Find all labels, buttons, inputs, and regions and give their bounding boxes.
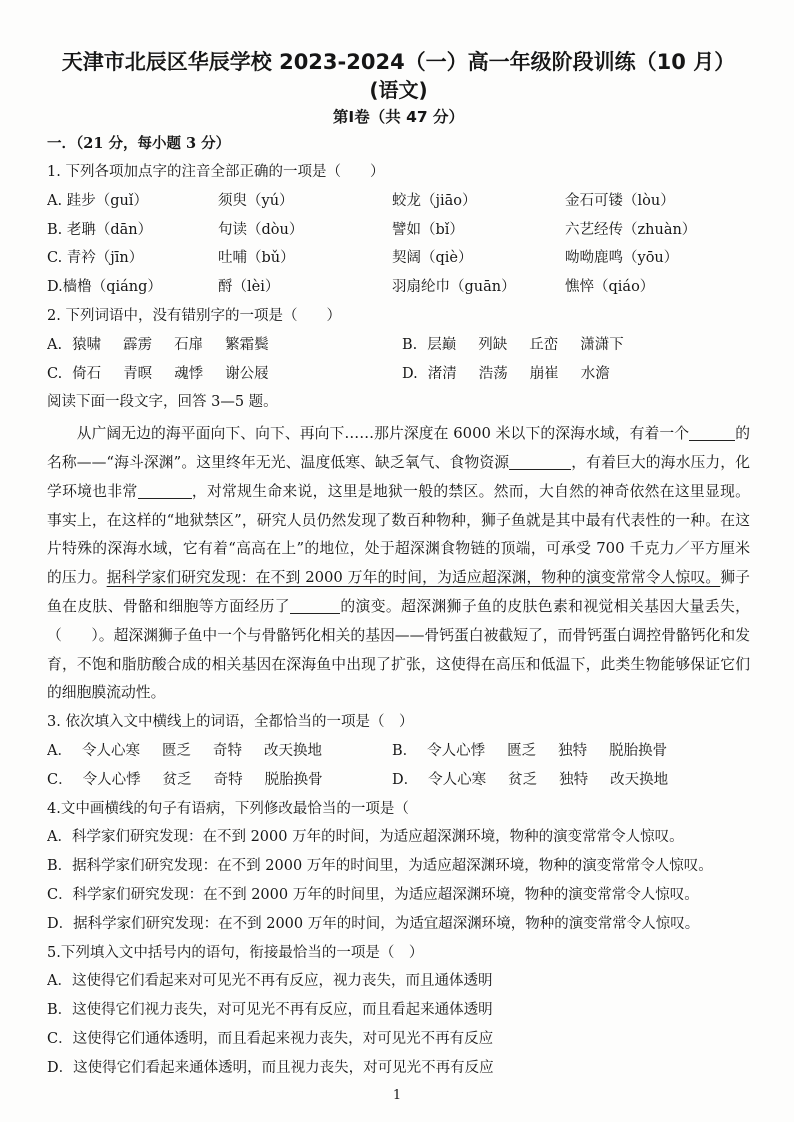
option-word: 魂悸 xyxy=(174,365,204,382)
option-word: 渚清 xyxy=(427,365,457,382)
q3-stem: 3. 依次填入文中横线上的词语，全都恰当的一项是（ ） xyxy=(47,714,414,731)
option-word: 脱胎换骨 xyxy=(609,742,668,759)
option-label: A. xyxy=(47,336,63,353)
fill-blank-3 xyxy=(138,483,192,499)
option-label: D． xyxy=(392,771,419,788)
passage-text: 狮子鱼在皮肤、骨骼和细胞等方面经历了 xyxy=(47,569,750,615)
fill-blank-1 xyxy=(689,426,735,442)
option-word: 浩荡 xyxy=(478,365,508,382)
q2-option-b xyxy=(402,331,750,360)
q5-option-c: C．这使得它们通体透明，而且看起来视力丧失，对可见光不再有反应 xyxy=(47,1030,494,1047)
option-word: 贫乏 xyxy=(508,771,538,788)
q1-option-a-item: 蛟龙（jiāo） xyxy=(392,192,477,209)
fill-blank-2 xyxy=(509,454,571,470)
underlined-sentence: 据科学家们研究发现：在不到 2000 万年的时间，为适应超深渊，物种的演变常常令人惊叹。 xyxy=(106,569,721,587)
option-label: C． xyxy=(47,771,73,788)
q1-option-c-item: 呦呦鹿鸣（yōu） xyxy=(565,250,679,267)
option-word: 猿啸 xyxy=(72,336,102,353)
option-word: 奇特 xyxy=(212,742,242,759)
passage-text: 的名称——“海斗深渊”。这里终年无光、温度低寒、缺乏氧气、食物资源 xyxy=(47,425,750,471)
q4-option-b: B．据科学家们研究发现：在不到 2000 万年的时间里，为适应超深渊环境，物种的演变常常令人惊叹。 xyxy=(47,858,713,875)
option-label: A． xyxy=(47,742,72,759)
option-word: 令人心悸 xyxy=(82,771,141,788)
q2-option-row-ab xyxy=(47,331,750,360)
q1-option-b-item: 六艺经传（zhuàn） xyxy=(565,221,697,238)
option-word: 令人心寒 xyxy=(81,742,140,759)
q2-option-d xyxy=(402,360,750,389)
option-word: 令人心悸 xyxy=(427,742,486,759)
q1-option-d-item: 憔悴（qiáo） xyxy=(565,279,655,296)
q5-option-d: D．这使得它们看起来通体透明，而且视力丧失，对可见光不再有反应 xyxy=(47,1059,494,1076)
q1-option-b-item: 譬如（bǐ） xyxy=(392,221,464,238)
q1-option-d xyxy=(47,273,750,302)
q1-option-a-item: A. 跬步（guǐ） xyxy=(47,192,148,209)
reading-instruction: 阅读下面一段文字，回答 3—5 题。 xyxy=(47,394,278,411)
exam-subject: (语文) xyxy=(369,78,428,102)
option-label: C. xyxy=(47,365,63,382)
option-label: B． xyxy=(392,742,418,759)
q1-option-d-item: 酹（lèi） xyxy=(218,279,280,296)
option-word: 繁霜鬓 xyxy=(225,336,269,353)
option-word: 改天换地 xyxy=(263,742,322,759)
q5-stem: 5.下列填入文中括号内的语句，衔接最恰当的一项是（ ） xyxy=(47,944,424,961)
q3-option-d xyxy=(392,766,750,795)
q2-option-c xyxy=(47,360,402,389)
passage-text: ，有着巨大的海水压力，化学环境也非常 xyxy=(47,453,750,500)
q4-option-d: D．据科学家们研究发现：在不到 2000 万年的时间，为适宜超深渊环境，物种的演变常常令人惊叹。 xyxy=(47,915,700,932)
q1-stem: 1. 下列各项加点字的注音全部正确的一项是（ ） xyxy=(47,164,385,180)
exam-volume: 第Ⅰ卷（共 47 分） xyxy=(332,108,465,126)
fill-blank-4 xyxy=(290,598,340,614)
option-word: 潇潇下 xyxy=(580,336,624,353)
q1-option-b xyxy=(47,216,750,245)
option-word: 贫乏 xyxy=(162,771,192,788)
q1-option-c-item: C. 青衿（jīn） xyxy=(47,250,144,267)
q1-option-a xyxy=(47,187,750,216)
q2-option-row-cd xyxy=(47,360,750,389)
option-word: 霹雳 xyxy=(123,336,153,353)
option-word: 独特 xyxy=(559,771,589,788)
q1-option-a-item: 须臾（yú） xyxy=(218,192,294,209)
q1-option-b-item: B. 老聃（dān） xyxy=(47,221,153,238)
option-word: 独特 xyxy=(558,742,588,759)
q3-option-c xyxy=(47,766,392,795)
option-word: 石扉 xyxy=(174,336,204,353)
q5-option-a: A．这使得它们看起来对可见光不再有反应，视力丧失，而且通体透明 xyxy=(47,973,493,990)
q1-option-c-item: 契阔（qiè） xyxy=(392,250,473,267)
q1-option-d-item: 羽扇纶巾（guān） xyxy=(392,279,516,296)
q3-option-row-ab xyxy=(47,737,750,766)
option-word: 谢公屐 xyxy=(225,365,269,382)
q1-option-c-item: 吐哺（bǔ） xyxy=(218,250,295,267)
option-word: 丘峦 xyxy=(529,336,559,353)
option-word: 令人心寒 xyxy=(428,771,487,788)
option-word: 倚石 xyxy=(72,365,102,382)
q3-option-b xyxy=(392,737,750,766)
page-number: 1 xyxy=(392,1088,402,1103)
section-heading: 一．（21 分，每小题 3 分） xyxy=(47,135,231,152)
q2-option-a xyxy=(47,331,402,360)
option-word: 列缺 xyxy=(478,336,508,353)
option-word: 匮乏 xyxy=(507,742,537,759)
q5-option-b: B．这使得它们视力丧失，对可见光不再有反应，而且看起来通体透明 xyxy=(47,1002,493,1019)
option-label: B. xyxy=(402,336,418,353)
q3-option-a xyxy=(47,737,392,766)
passage-text: ，对常规生命来说，这里是地狱一般的禁区。然而，大自然的神奇依然在这里显现。事实上，在这样的“地狱禁区”，研究人员仍然发现了数百种物种，狮子鱼就是其中最有代表性的一种。在这片特殊的深海水域，它有着“高高在上”的地位，处于超深渊食物链的顶端，可承受 700 千克力／平方厘米的压力。 xyxy=(47,482,750,587)
reading-passage xyxy=(47,420,750,708)
q1-option-a-item: 金石可镂（lòu） xyxy=(565,192,675,209)
q4-stem: 4.文中画横线的句子有语病，下列修改最恰当的一项是（ xyxy=(47,800,409,817)
q2-stem: 2. 下列词语中，没有错别字的一项是（ ） xyxy=(47,307,341,324)
option-word: 水澹 xyxy=(580,365,610,382)
option-word: 改天换地 xyxy=(610,771,669,788)
q4-option-c: C．科学家们研究发现：在不到 2000 万年的时间里，为适应超深渊环境，物种的演变常常令人惊叹。 xyxy=(47,886,699,903)
q3-option-row-cd xyxy=(47,766,750,795)
q4-option-a: A．科学家们研究发现：在不到 2000 万年的时间，为适应超深渊环境，物种的演变常常令人惊叹。 xyxy=(47,829,684,846)
option-label: D. xyxy=(402,365,418,382)
option-word: 匮乏 xyxy=(161,742,191,759)
passage-text: 的演变。超深渊狮子鱼的皮肤色素和视觉相关基因大量丢失，（ ）。超深渊狮子鱼中一个与骨骼钙化相关的基因——骨钙蛋白被截短了，而骨钙蛋白调控骨骼钙化和发育，不饱和脂肪酸合成的相关基因在深海鱼中出现了扩张，这使得在高压和低温下，此类生物能够保证它们的细胞膜流动性。 xyxy=(47,597,750,702)
option-word: 崩崔 xyxy=(529,365,559,382)
passage-text: 从广阔无边的海平面向下、向下、再向下……那片深度在 6000 米以下的深海水域，有着一个 xyxy=(76,425,690,443)
q1-option-d-item: D.樯橹（qiáng） xyxy=(47,279,162,296)
option-word: 层巅 xyxy=(427,336,457,353)
option-word: 奇特 xyxy=(213,771,243,788)
q1-option-c xyxy=(47,244,750,273)
option-word: 脱胎换骨 xyxy=(264,771,323,788)
q1-option-b-item: 句读（dòu） xyxy=(218,221,304,238)
exam-title: 天津市北辰区华辰学校 2023-2024（一）高一年级阶段训练（10 月） xyxy=(61,50,736,74)
option-word: 青暝 xyxy=(123,365,153,382)
